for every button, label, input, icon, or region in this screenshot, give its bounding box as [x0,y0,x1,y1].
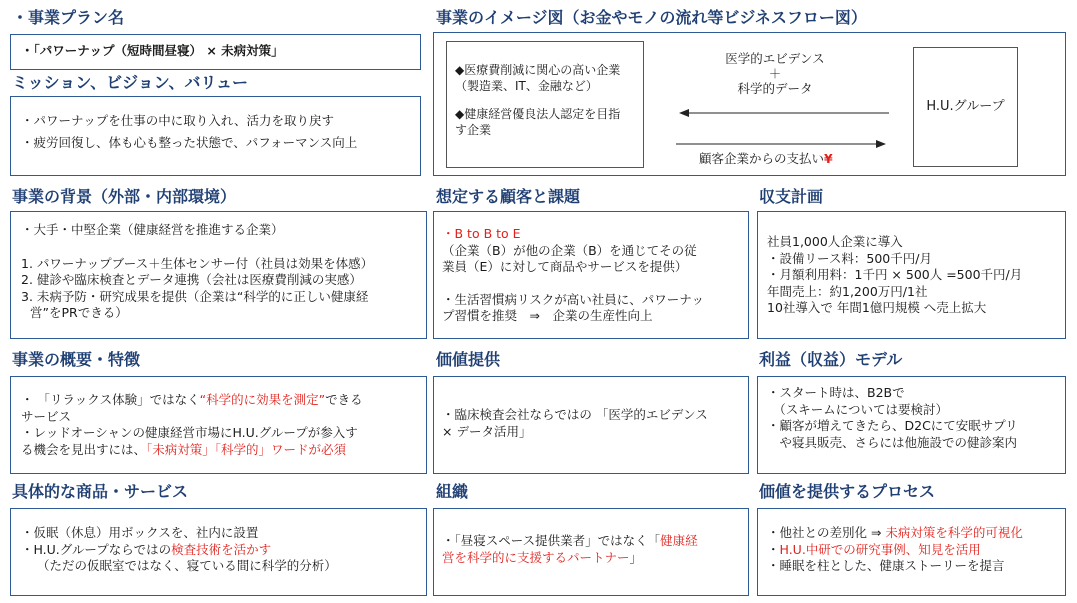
evidence-label-line: 科学的データ [737,81,813,96]
overview-highlight: “科学的に効果を測定” [199,392,326,407]
background-title: 事業の背景（外部・内部環境） [12,187,237,206]
customers-box [433,211,749,339]
mission-box [10,96,421,176]
org-box [433,508,749,596]
process-text: ・睡眠を柱とした、健康ストーリーを提言 [767,558,1005,573]
yen-icon: ¥ [824,151,833,166]
org-text: ・「昼寝スペース提供業者」ではなく「 [442,533,661,548]
customer-companies-line: ◆健康経営優良法人認定を目指 [455,107,621,121]
background-item: 3. 未病予防・研究成果を提供（企業は“科学的に正しい健康経 [21,288,369,304]
products-box [10,508,427,596]
plan-box [10,34,421,70]
value-title: 価値提供 [436,350,501,369]
profit-title: 利益（収益）モデル [759,350,903,369]
process-text: ・他社との差別化 ⇒ [767,525,886,540]
profit-line: （スキームについては要検討） [767,401,949,417]
org-highlight: 営を科学的に支援するパートナー [442,549,630,565]
mission-title: ミッション、ビジョン、バリュー [12,73,249,92]
overview-title: 事業の概要・特徴 [12,350,141,369]
background-item: 2. 健診や臨床検査とデータ連携（会社は医療費削減の実感） [21,272,362,287]
customer-companies-line: （製造業、IT、金融など） [455,79,598,93]
evidence-label-line: ＋ [768,66,782,81]
flow-arrows [674,105,894,155]
profit-box [757,376,1066,474]
finance-line: 10社導入で 年間1億円規模 へ売上拡大 [767,300,987,315]
overview-text: ・ 「リラックス体験」ではなく [21,392,200,407]
finance-title: 収支計画 [759,187,824,206]
products-title: 具体的な商品・サービス [12,482,189,501]
arrow-head-right-icon [876,140,886,148]
overview-text: る機会を見出すには、 [21,441,147,457]
btob-label: ・B to B to E [442,226,521,241]
customer-companies-line: す企業 [455,123,492,137]
overview-box [10,376,427,474]
finance-line: 年間売上：約1,200万円/1社 [767,283,928,299]
overview-text: できる [325,392,363,407]
hu-group-label: H.U.グループ [926,99,1005,114]
plan-text: ・「パワーナップ（短時間昼寝） × 未病対策」 [21,43,284,58]
customer-companies-card [446,41,644,168]
arrow-head-left-icon [679,109,689,117]
customers-desc: （企業（B）が他の企業（B）を通じてその従 [442,242,697,258]
value-box [433,376,749,474]
process-text: ・ [767,541,780,557]
value-text: ・臨床検査会社ならではの 「医学的エビデンス [442,407,708,422]
profit-line: ・スタート時は、B2Bで [767,385,905,400]
customers-title: 想定する顧客と課題 [436,187,581,206]
overview-text: サービス [21,408,72,424]
background-box [10,211,427,339]
finance-line: ・設備リース料：500千円/月 [767,250,932,266]
products-text: ・H.U.グループならではの [21,541,172,557]
process-box [757,508,1066,596]
background-item: 営”をPRできる） [30,305,128,320]
finance-line: ・月額利用料：1千円 × 500人 =500千円/月 [767,267,1023,282]
process-title: 価値を提供するプロセス [759,482,936,501]
diagram-box [433,32,1066,176]
profit-line: ・顧客が増えてきたら、D2Cにて安眠サプリ [767,418,1018,433]
process-highlight: 未病対策を科学的可視化 [885,525,1023,540]
evidence-label [710,51,840,96]
products-text: ・仮眠（休息）用ボックスを、社内に設置 [21,525,259,540]
customer-companies-line: ◆医療費削減に関心の高い企業 [455,63,621,77]
customers-issue: ・生活習慣病リスクが高い社員に、パワーナッ [442,291,705,307]
products-text: （ただの仮眠室ではなく、寝ている間に科学的分析） [37,558,337,573]
mission-line: ・疲労回復し、体も心も整った状態で、パフォーマンス向上 [21,134,358,150]
customers-desc: 業員（E）に対して商品やサービスを提供） [442,259,688,274]
finance-box [757,211,1066,339]
payment-label-text: 顧客企業からの支払い [699,151,825,166]
org-text: 」 [629,549,643,565]
overview-text: ・レッドオーシャンの健康経営市場にH.U.グループが参入す [21,425,358,440]
evidence-label-line: 医学的エビデンス [725,51,825,66]
finance-line: 社員1,000人企業に導入 [767,234,903,249]
payment-label [699,151,833,168]
background-intro: ・大手・中堅企業（健康経営を推進する企業） [21,222,284,237]
org-highlight: 健康経 [660,533,698,548]
org-title: 組織 [436,482,469,501]
hu-group-card [913,47,1018,167]
mission-line: ・パワーナップを仕事の中に取り入れ、活力を取り戻す [21,113,335,128]
products-highlight: 検査技術を活かす [171,541,272,557]
profit-line: や寝具販売、さらには他施設での健診案内 [767,434,1018,450]
overview-highlight: 「未病対策」「科学的」ワードが必須 [146,441,347,457]
diagram-title: 事業のイメージ図（お金やモノの流れ等ビジネスフロー図） [436,8,867,27]
value-text: × データ活用」 [442,423,532,439]
background-item: 1. パワーナップブース＋生体センサー付（社員は効果を体感） [21,255,374,271]
customers-issue: プ習慣を推奨 ⇒ 企業の生産性向上 [442,308,653,323]
plan-title: ・事業プラン名 [12,8,125,27]
process-highlight: H.U.中研での研究事例、知見を活用 [779,541,981,557]
